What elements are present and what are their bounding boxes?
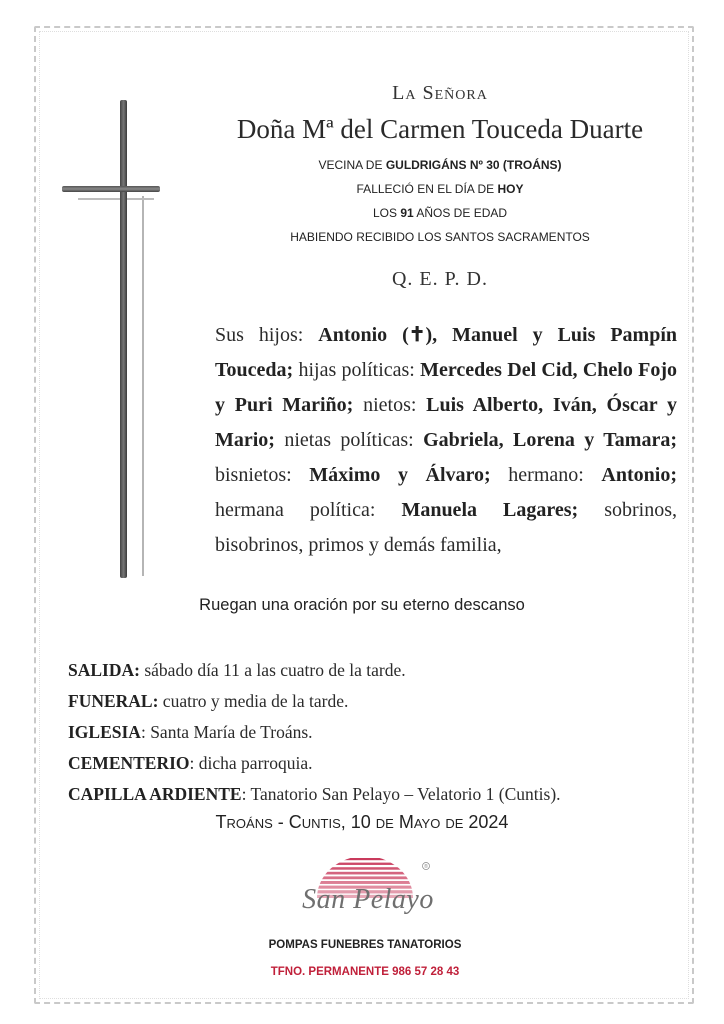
family-name-segment: Antonio (✝), Manuel y Luis Pampín Touceda; xyxy=(215,324,677,381)
registered-mark: ® xyxy=(424,864,428,870)
tagline: POMPAS FUNEBRES TANATORIOS xyxy=(268,939,462,951)
family-text-segment: hermana política: xyxy=(215,499,402,521)
family-name-segment: Gabriela, Lorena y Tamara; xyxy=(423,429,677,451)
family-name-segment: Mercedes Del Cid, Chelo Fojo y Puri Mariño; xyxy=(215,359,678,416)
info-capilla: CAPILLA ARDIENTE: Tanatorio San Pelayo – Velatorio 1 (Cuntis). xyxy=(68,784,561,804)
family-name-segment: Luis Alberto, Iván, Óscar y Mario; xyxy=(215,394,677,451)
family-text-segment: Sus hijos: xyxy=(215,324,319,346)
family-text-segment: hijas políticas: xyxy=(293,359,421,381)
deceased-name: Doña Mª del Carmen Touceda Duarte xyxy=(236,114,644,144)
detail-age: LOS 91 AÑOS DE EDAD xyxy=(372,206,508,220)
info-salida: SALIDA: sábado día 11 a las cuatro de la tarde. xyxy=(68,660,406,680)
detail-fallecio: FALLECIÓ EN EL DÍA DE HOY xyxy=(356,182,524,196)
date-line: Troáns - Cuntis, 10 de Mayo de 2024 xyxy=(215,812,509,832)
info-cementerio: CEMENTERIO: dicha parroquia. xyxy=(68,753,313,773)
phone-number: TFNO. PERMANENTE 986 57 28 43 xyxy=(270,966,460,978)
detail-sacramentos: HABIENDO RECIBIDO LOS SANTOS SACRAMENTOS xyxy=(290,230,590,244)
family-text-segment: bisnietos: xyxy=(215,464,310,486)
family-name-segment: Máximo y Álvaro; xyxy=(309,464,491,486)
qepd: Q. E. P. D. xyxy=(391,268,488,290)
cross-icon xyxy=(62,100,162,580)
info-funeral: FUNERAL: cuatro y media de la tarde. xyxy=(68,691,349,711)
prayer-line: Ruegan una oración por su eterno descanso xyxy=(199,596,525,614)
family-paragraph xyxy=(215,318,677,563)
family-text-segment: hermano: xyxy=(490,464,602,486)
family-text-segment: nietos: xyxy=(353,394,427,416)
family-name-segment: Antonio; xyxy=(601,464,677,486)
detail-vecina: VECINA DE GULDRIGÁNS Nº 30 (TROÁNS) xyxy=(318,158,562,172)
family-text-segment: nietas políticas: xyxy=(274,429,424,451)
family-name-segment: Manuela Lagares; xyxy=(401,499,579,521)
brand-name: San Pelayo xyxy=(302,884,434,915)
title-senora: La Señora xyxy=(392,82,488,104)
family-text-segment: sobrinos, bisobrinos, primos y demás familia, xyxy=(215,499,678,556)
info-iglesia: IGLESIA: Santa María de Troáns. xyxy=(68,722,313,742)
service-info xyxy=(68,655,688,810)
